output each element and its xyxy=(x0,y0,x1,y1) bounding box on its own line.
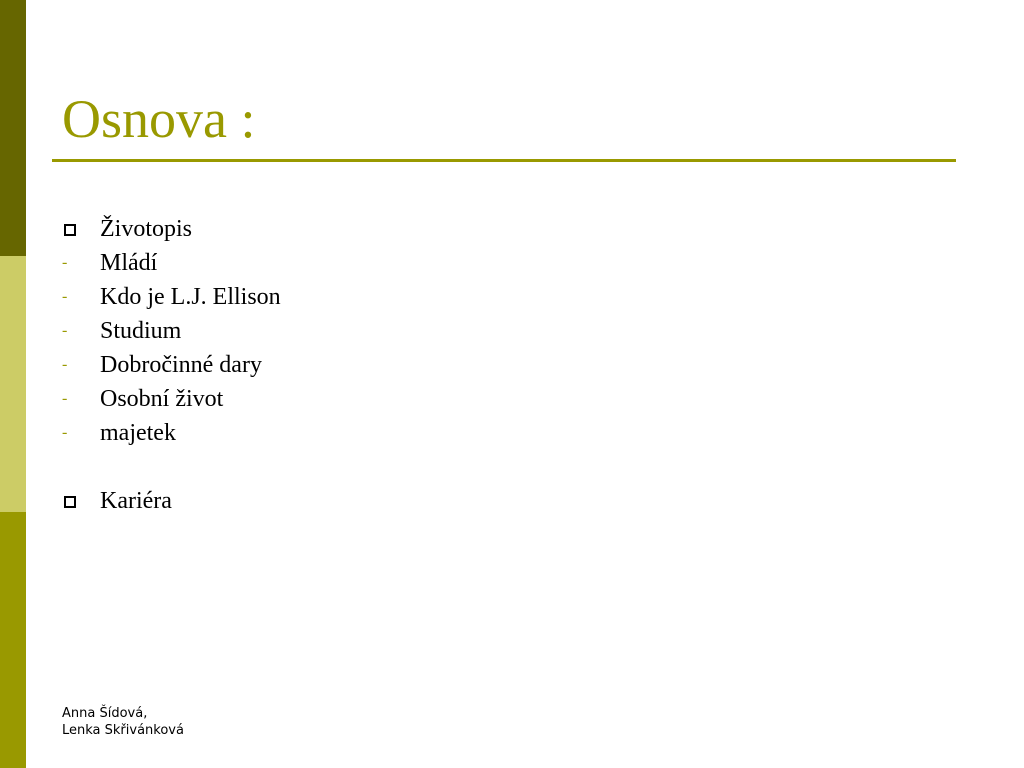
list-item-label: Kdo je L.J. Ellison xyxy=(100,284,281,310)
list-item-label: majetek xyxy=(100,420,176,446)
list-item-majetek xyxy=(62,416,942,450)
dash-bullet: - xyxy=(62,322,68,339)
dash-bullet: - xyxy=(62,424,68,441)
side-decoration-bar xyxy=(0,0,26,768)
list-item-studium xyxy=(62,314,942,348)
side-bar-bottom-segment xyxy=(0,512,26,768)
list-item-label: Osobní život xyxy=(100,386,224,412)
side-bar-middle-segment xyxy=(0,256,26,512)
outline-list xyxy=(62,212,942,518)
list-item-kdo-je xyxy=(62,280,942,314)
list-item-zivotopis xyxy=(62,212,942,246)
slide-title: Osnova : xyxy=(62,89,256,149)
footer-author-2: Lenka Skřivánková xyxy=(62,723,184,738)
list-item-osobni-zivot xyxy=(62,382,942,416)
title-underline xyxy=(52,159,956,162)
footer-author-1: Anna Šídová, xyxy=(62,706,148,721)
list-item-mladi xyxy=(62,246,942,280)
list-spacer xyxy=(62,450,942,484)
list-item-kariera xyxy=(62,484,942,518)
list-item-label: Životopis xyxy=(100,216,193,242)
square-bullet-icon xyxy=(64,496,76,508)
dash-bullet: - xyxy=(62,254,68,271)
side-bar-top-segment xyxy=(0,0,26,256)
list-item-label: Mládí xyxy=(100,250,158,276)
list-item-label: Kariéra xyxy=(100,488,172,514)
dash-bullet: - xyxy=(62,390,68,407)
list-item-label: Studium xyxy=(100,318,182,344)
dash-bullet: - xyxy=(62,288,68,305)
list-item-dobrocinne-dary xyxy=(62,348,942,382)
square-bullet-icon xyxy=(64,224,76,236)
list-item-label: Dobročinné dary xyxy=(100,352,262,378)
footer-authors xyxy=(62,705,184,739)
dash-bullet: - xyxy=(62,356,68,373)
